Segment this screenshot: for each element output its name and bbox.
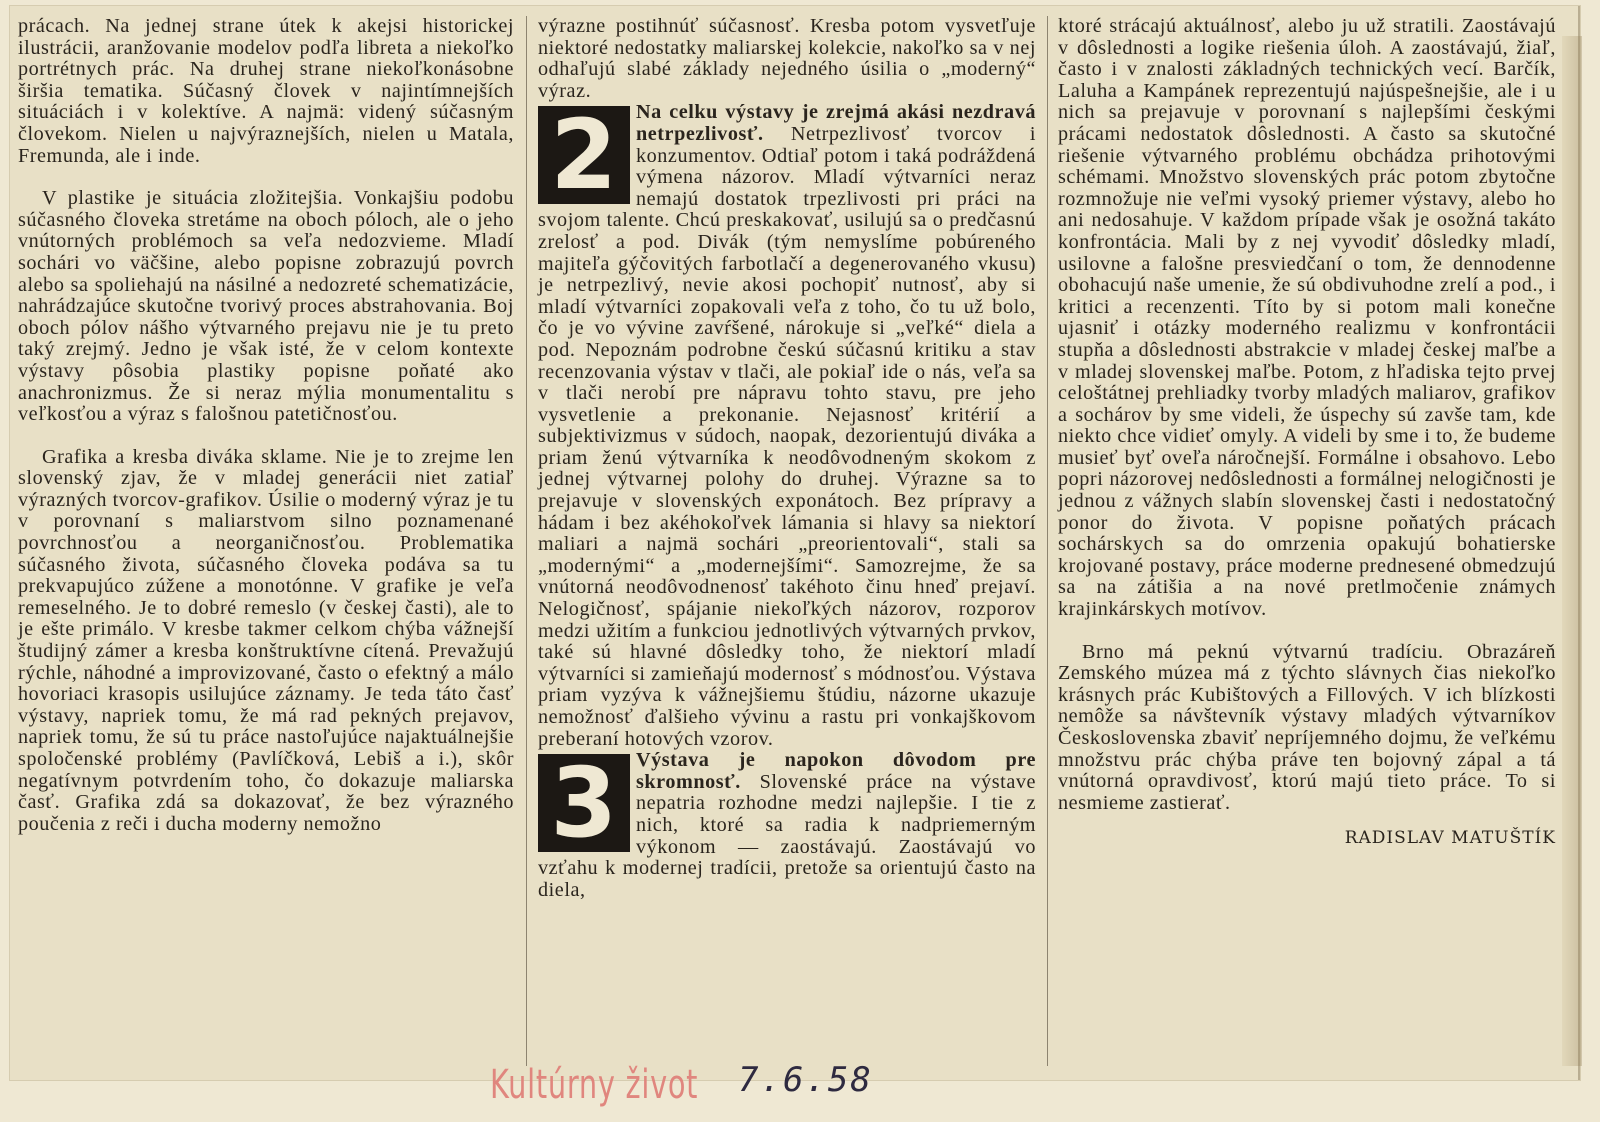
column-divider <box>1047 16 1048 1066</box>
paragraph: prácach. Na jednej strane útek k akejsi historickej ilustrácii, aranžovanie modelov podľa libreta a niekoľko portrétnych prác. Na druhej strane niekoľkonásobne širšia tematika. Súčasný človek v najintímnejších situáciách i v kolektíve. A najmä: videný súčasným človekom. Nielen u najvýraznejších, nielen u Matala, Fremunda, ale i inde. <box>18 15 514 167</box>
paragraph: Grafika a kresba diváka sklame. Nie je to zrejme len slovenský zjav, že v mladej generácii niet zatiaľ výrazných tvorcov-grafikov. Úsilie o moderný výraz je tu v porovnaní s maliarstvom silno poznamenané povrchnosťou a neorganičnosťou. Problematika súčasného života, súčasného človeka podáva sa tu prekvapujúco zúžene a monotónne. V grafike je veľa remeselného. Je to dobré remeslo (v českej časti), ale to je ešte primálo. V kresbe takmer celkom chýba vážnejší študijný zámer a kresba konštruktívne cítená. Prevažujú rýchle, náhodné a improvizované, často o efektný a málo hovoriaci krasopis usilujúce záznamy. Je teda táto časť výstavy, napriek tomu, že má rad pekných prejavov, napriek tomu, že sú tu práce nastoľujúce najaktuálnejšie spoločenské problémy (Pavlíčková, Lebiš a i.), skôr negatívnym potvrdením toho, čo dokazuje maliarska časť. Grafika zdá sa dokazovať, že bez výrazného poučenia z reči i ducha moderny nemožno <box>18 445 514 835</box>
paper-edge-stain <box>1562 36 1582 1066</box>
paragraph: Brno má peknú výtvarnú tradíciu. Obrazáreň Zemského múzea má z týchto slávnych čias niekoľko krásnych prác Kubištových a Fillových. V ich blízkosti nemôže sa návštevník výstavy mladých výtvarníkov Československa zbaviť nepríjemného dojmu, že veľkému množstvu prác chýba práve ten bojovný zápal a tá vnútorná opravdivosť, ktorú majú tieto práce. To si nesmieme zastierať. <box>1058 640 1556 814</box>
drop-numeral-3: 3 <box>538 754 630 852</box>
section-3 <box>538 747 1036 901</box>
section-3-lead: Výstava je napokon dôvodom pre skromnosť. <box>636 749 1036 793</box>
handwritten-date: 7.6.58 <box>738 1060 873 1100</box>
paragraph: V plastike je situácia zložitejšia. Vonkajšiu podobu súčasného človeka stretáme na oboch póloch, ale o jeho vnútorných problémoch sa veľa nedozvieme. Mladí sochári vo väčšine, alebo popisne zobrazujú povrch alebo sa spoliehajú na násilné a nedozreté schematizácie, nahrádzajúce skutočne tvorivý proces abstrahovania. Boj oboch pólov nášho výtvarného prejavu nie je tu preto taký zrejmý. Jedno je však isté, že v celom kontexte výstavy pôsobia plastiky popisne poňaté ako anachronizmus. Že si neraz mýlia monumentalitu s veľkosťou a výraz s falošnou patetičnosťou. <box>18 187 514 426</box>
section-2-text: Netrpezlivosť tvorcov i konzumentov. Odtiaľ potom i taká podráždená výmena názorov. Mladí výtvarníci neraz nemajú dostatok trpezlivosti pri práci na svojom talente. Chcú preskakovať, usilujú sa o predčasnú zrelosť a pod. Divák (tým nemyslíme pobúreného majiteľa gýčovitých farbotlačí a degenerovaného vkusu) je netrpezlivý, nevie akosi pochopiť nutnosť, aby si mladí výtvarníci zopakovali veľa z toho, čo tu už bolo, čo je vo vývine zavŕšené, nárokuje si „veľké“ diela a pod. Nepoznám podrobne českú súčasnú kritiku a stav recenzovania výstav v tlači, ale pokiaľ ide o nás, veľa sa v tlači nerobí pre nápravu tohto stavu, pre jeho vysvetlenie a prekonanie. Nejasnosť kritérií a subjektivizmus v súdoch, naopak, dezorientujú diváka a priam ženú výtvarníka k neodôvodneným skokom z jednej výtvarnej polohy do druhej. Výrazne sa to prejavuje v slovenských exponátoch. Bez prípravy a hádam i bez akéhokoľvek lámania si hlavy sa niektorí maliari a najmä sochári „preorientovali“, stali sa „modernými“ a „modernejšími“. Samozrejme, že sa vnútorná neodôvodnenosť takéhoto činu hneď prejaví. Nelogičnosť, spájanie niekoľkých názorov, rozporov medzi užitím a funkciou jednotlivých výtvarných prvkov, také sú hlavné dôsledky toho, že niektorí mladí výtvarníci si zamieňajú modernosť s módnosťou. Výstava priam vyzýva k vážnejšiemu štúdiu, názorne ukazuje nemožnosť ďalšieho vývinu a rastu pri vonkajškovom preberaní hotových vzorov. <box>538 122 1036 750</box>
paragraph: ktoré strácajú aktuálnosť, alebo ju už stratili. Zaostávajú v dôslednosti a logike riešenia úloh. A zaostávajú, žiaľ, často i v znalosti základných technických vecí. Barčík, Laluha a Kampánek reprezentujú najúspešnejšie, ale i u nich sa prejavuje v porovnaní s najlepšími českými prácami nedostatok dôslednosti. A často sa skutočné riešenie výtvarného problému obchádza prihotovými schémami. Množstvo slovenských prác potom zbytočne rozmnožuje nie veľmi vysoký priemer výstavy, alebo ho ani nedosahuje. V každom prípade však je osožná takáto konfrontácia. Mali by z nej vyvodiť dôsledky mladí, usilovne a falošne presviedčaní o tom, že dennodenne obohacujú naše umenie, že sú obdivuhodne zrelí a pod., i kritici a recenzenti. Títo by si potom mali konečne ujasniť i otázky moderného realizmu v konfrontácii stupňa a dôslednosti abstrakcie v mladej českej maľbe a v mladej slovenskej maľbe. Potom, z hľadiska tejto prvej celoštátnej prehliadky tvorby mladých maliarov, grafikov a sochárov by sme videli, že úspechy sú zavše tam, kde niekto chce vidieť omyly. A videli by sme i to, že budeme musieť byť oveľa náročnejší. Formálne i obsahovo. Lebo popri názorovej nedôslednosti a formálnej nelogičnosti je jednou z vážnych slabín slovenskej časti i nedostatočný ponor do života. V popisne poňatých prácach sochárskych sa do omrzenia opakujú bohatierske krojované postavy, práce moderne prednesené obmedzujú sa na zátišia a na nové pretlmočenie známych krajinkárskych motívov. <box>1058 15 1556 621</box>
section-2-lead: Na celku výstavy je zrejmá akási nezdravá netrpezlivosť. <box>636 101 1036 145</box>
column-3 <box>1058 16 1556 850</box>
section-2 <box>538 99 1036 750</box>
column-divider <box>526 16 527 1066</box>
paragraph: výrazne postihnúť súčasnosť. Kresba potom vysvetľuje niektoré nedostatky maliarskej kolekcie, nakoľko sa v nej odhaľujú slabé základy nejedného úsilia o „moderný“ výraz. <box>538 15 1036 102</box>
author-signature: RADISLAV MATUŠTÍK <box>1344 828 1556 849</box>
drop-numeral-2: 2 <box>538 106 630 204</box>
column-2 <box>538 16 1036 901</box>
column-1 <box>18 16 514 835</box>
section-3-text: Slovenské práce na výstave nepatria rozhodne medzi najlepšie. I tie z nich, ktoré sa radia k nadpriemerným výkonom — zaostávajú. Zaostávajú vo vzťahu k modernej tradícii, pretože sa orientujú často na diela, <box>538 770 1036 901</box>
newspaper-clipping <box>10 6 1580 1080</box>
publication-stamp: Kultúrny život <box>490 1062 699 1108</box>
